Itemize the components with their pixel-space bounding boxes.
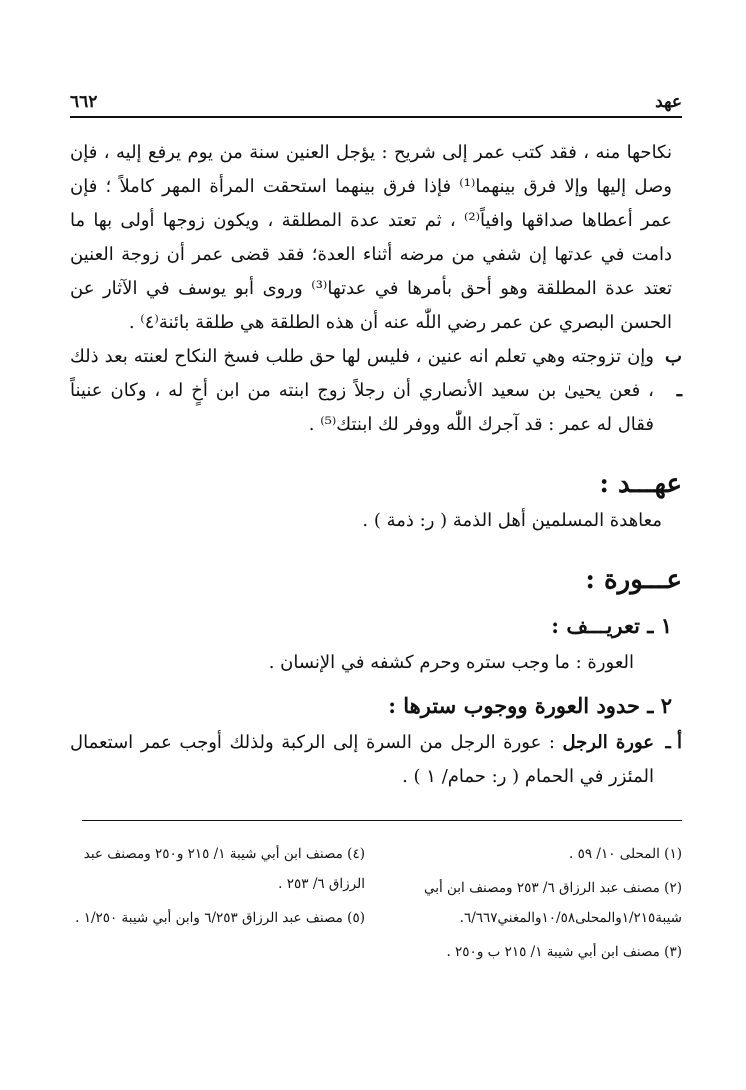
footnote-2: (٢) مصنف عبد الرزاق ٦/ ٢٥٣ ومصنف ابن أبي شيبة١/٢١٥والمحلى١٠/٥٨والمغني٦/٦٦٧. [423,880,682,926]
list-item-text: وإن تزوجته وهي تعلم انه عنين ، فليس لها حق طلب فسخ النكاح لعنته بعد ذلك ، فعن يحيىٰ بن سعيد الأنصاري أن رجلاً زوج ابنته من ابن أخٍ له ، وكان عنيناً فقال له عمر : قد آجرك اللّٰه ووفر لك ابنتك⁽⁵⁾ . [70,346,654,435]
list-marker: ب ـ [665,346,682,401]
main-text [70,136,682,794]
entry-heading-ahd: عهـــد : [599,469,682,499]
section-text-definition: العورة : ما وجب ستره وحرم كشفه في الإنسان . [268,652,634,673]
page-header [70,92,682,118]
footnote-5: (٥) مصنف عبد الرزاق ٦/٢٥٣ وابن أبي شيبة ١/٢٥٠ . [75,910,365,926]
book-page [70,92,682,971]
list-marker: أ ـ [665,732,682,753]
list-item-content [70,726,654,794]
entry-text-ahd: معاهدة المسلمين أهل الذمة ( ر: ذمة ) . [362,510,662,531]
footnote-1: (١) المحلى ١٠/ ٥٩ . [569,846,682,862]
list-item-a [70,726,682,794]
entry-heading-awra: عـــورة : [585,565,682,595]
footnotes-right-column [387,839,682,971]
list-item-text: : عورة الرجل من السرة إلى الركبة ولذلك أوجب عمر استعمال المئزر في الحمام ( ر: حمام/ ١ ) . [70,732,654,787]
footnotes-left-column [70,839,365,971]
list-item-label: عورة الرجل [562,732,654,753]
section-title-limits: ٢ ـ حدود العورة ووجوب سترها : [388,693,672,718]
intro-paragraph: نكاحها منه ، فقد كتب عمر إلى شريح : يؤجل العنين سنة من يوم يرفع إليه ، فإن وصل إليها وإلا فرق بينهما⁽¹⁾ فإذا فرق بينهما استحقت المرأة المهر كاملاً ؛ فإن عمر أعطاها صداقها وافياً⁽²⁾ ، ثم تعتد عدة المطلقة ، ويكون زوجها أولى بها ما دامت في عدتها إن شفي من مرضه أثناء العدة؛ فقد قضى عمر أن زوجة العنين تعتد عدة المطلقة وهو أحق بأمرها في عدتها⁽³⁾ وروى أبو يوسف في الآثار عن الحسن البصري عن عمر رضي اللّٰه عنه أن هذه الطلقة هي طلقة بائنة⁽٤⁾ . [70,142,672,333]
footnotes [70,839,682,971]
section-title-definition: ١ ـ تعريـــف : [551,613,672,638]
page-number: ٦٦٢ [70,92,98,112]
footnote-4: (٤) مصنف ابن أبي شيبة ١/ ٢١٥ و٢٥٠ ومصنف عبد الرزاق ٦/ ٢٥٣ . [83,846,365,892]
footnote-divider [82,820,682,821]
footnote-3: (٣) مصنف ابن أبي شيبة ١/ ٢١٥ ب و٢٥٠ . [446,944,682,960]
list-item-b [70,340,682,442]
running-title: عهد [655,92,682,112]
